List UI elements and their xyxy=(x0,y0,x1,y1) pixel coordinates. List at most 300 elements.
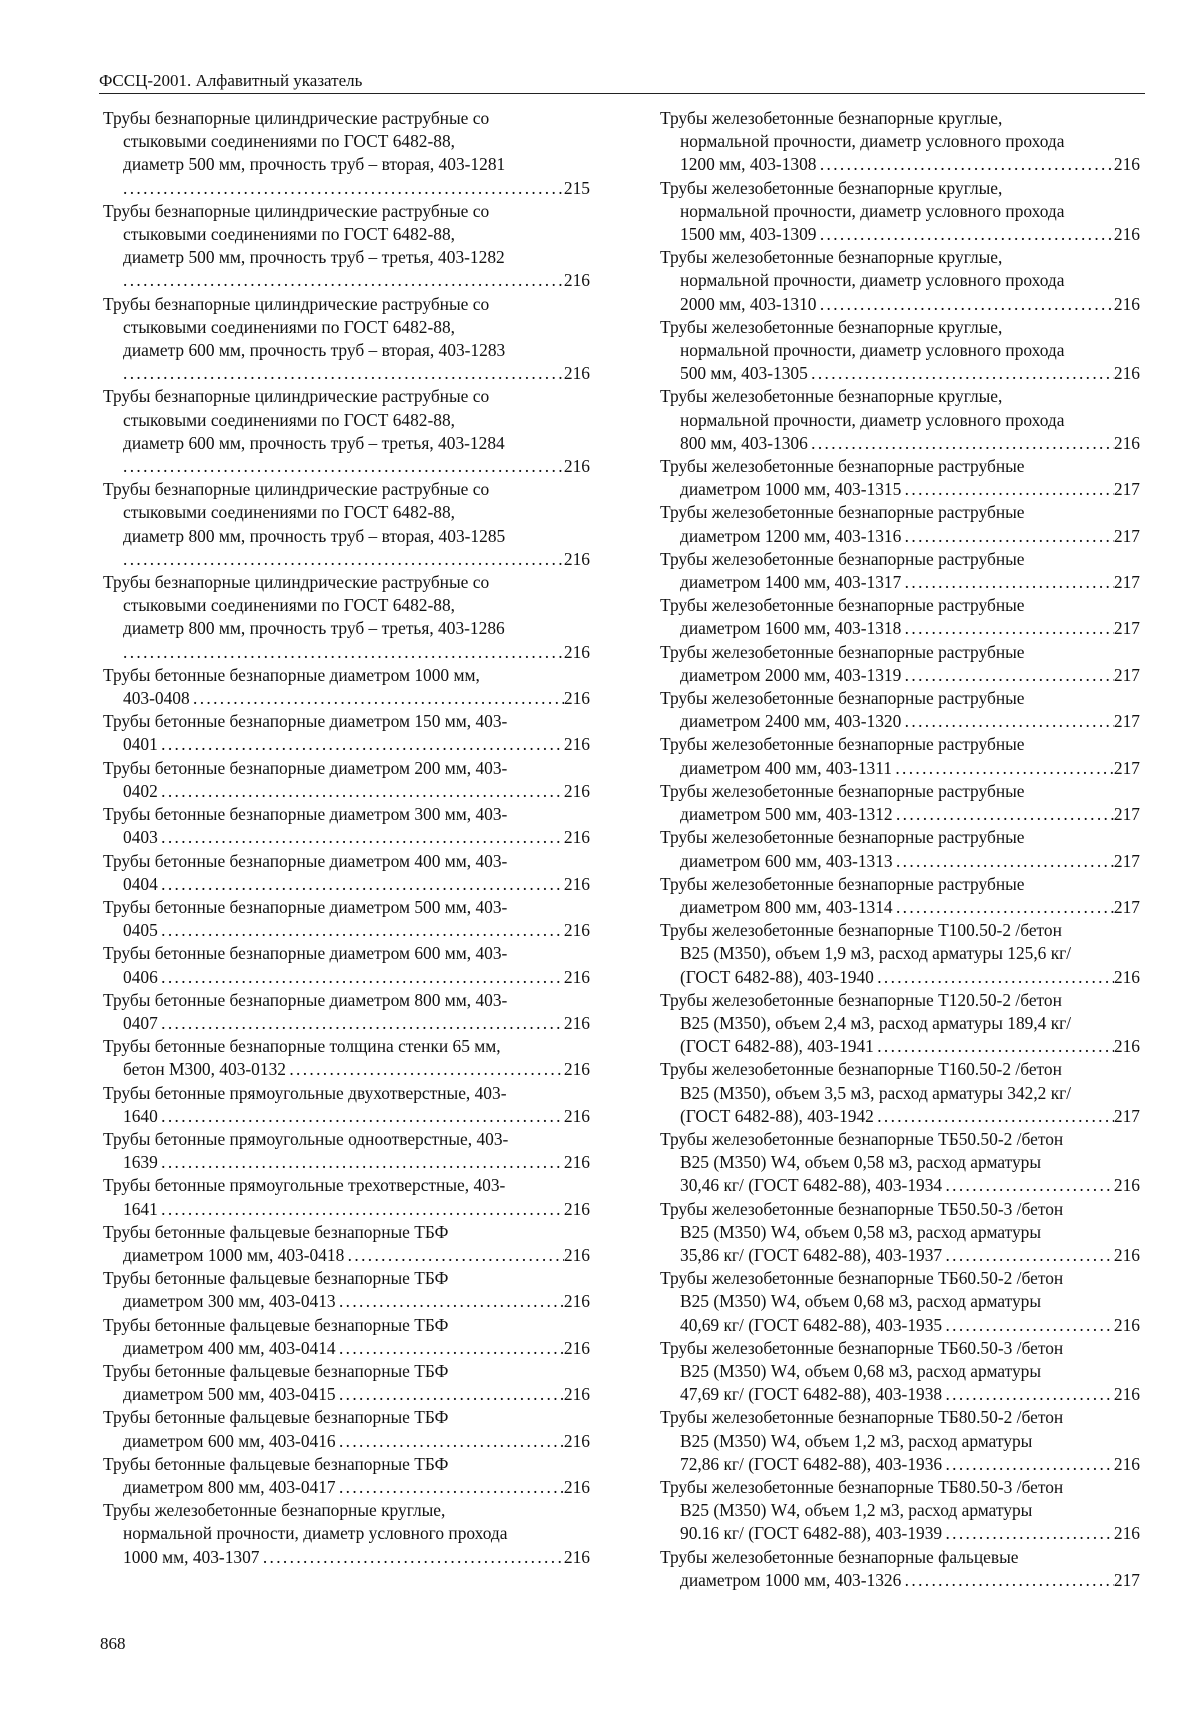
entry-leader-line xyxy=(680,1314,1140,1337)
entry-leader-line xyxy=(680,1383,1140,1406)
entry-tail xyxy=(123,1244,564,1267)
entry-line: Трубы железобетонные безнапорные круглые, xyxy=(660,247,1003,268)
entry-tail xyxy=(680,803,1114,826)
index-entry xyxy=(660,107,1140,177)
entry-page-ref: 216 xyxy=(563,363,590,384)
entry-line: Трубы бетонные безнапорные диаметром 150 мм, 403- xyxy=(103,711,508,732)
entry-leader-line xyxy=(680,153,1140,176)
entry-page-ref: 216 xyxy=(1113,1244,1140,1265)
entry-tail xyxy=(680,153,1114,176)
entry-tail xyxy=(680,478,1114,501)
entry-line: Трубы бетонные безнапорные диаметром 500 мм, 403- xyxy=(103,896,508,917)
entry-tail xyxy=(123,641,564,664)
entry-leader-line xyxy=(123,1012,590,1035)
entry-leader-line xyxy=(123,733,590,756)
entry-page-ref: 216 xyxy=(563,1430,590,1451)
index-entry xyxy=(660,501,1140,547)
index-entry xyxy=(103,200,590,293)
entry-leader-line xyxy=(123,1058,590,1081)
entry-tail-text: 0401 xyxy=(123,734,158,755)
entry-leader-line xyxy=(680,966,1140,989)
entry-line: стыковыми соединениями по ГОСТ 6482-88, xyxy=(123,595,456,616)
entry-page-ref: 216 xyxy=(1113,1036,1140,1057)
entry-page-ref: 216 xyxy=(563,641,590,662)
entry-tail-text: 1639 xyxy=(123,1152,158,1173)
entry-line: диаметр 600 мм, прочность труб – вторая, 403-1283 xyxy=(123,340,506,361)
index-entry xyxy=(660,548,1140,594)
entry-page-ref: 216 xyxy=(1113,1314,1140,1335)
entry-tail-text: 90.16 кг/ (ГОСТ 6482-88), 403-1939 xyxy=(680,1523,943,1544)
entry-line: В25 (М350) W4, объем 0,58 м3, расход арматуры xyxy=(680,1152,1042,1173)
entry-leader-line xyxy=(680,1522,1140,1545)
index-entry xyxy=(103,757,590,803)
entry-tail-text: 40,69 кг/ (ГОСТ 6482-88), 403-1935 xyxy=(680,1314,943,1335)
entry-line: Трубы железобетонные безнапорные ТБ50.50-3 /бетон xyxy=(660,1198,1064,1219)
entry-tail-text: 1200 мм, 403-1308 xyxy=(680,154,817,175)
entry-tail xyxy=(680,1314,1114,1337)
entry-page-ref: 216 xyxy=(1113,1453,1140,1474)
entry-line: Трубы железобетонные безнапорные раструбные xyxy=(660,641,1025,662)
entry-tail xyxy=(123,687,564,710)
entry-line: В25 (М350) W4, объем 0,58 м3, расход арматуры xyxy=(680,1221,1042,1242)
entry-tail-text: 0406 xyxy=(123,966,158,987)
entry-page-ref: 217 xyxy=(1113,1569,1140,1590)
entry-tail-text: 0403 xyxy=(123,827,158,848)
entry-page-ref: 216 xyxy=(563,1244,590,1265)
index-entry xyxy=(103,1406,590,1452)
entry-leader-line xyxy=(123,1105,590,1128)
index-entry xyxy=(660,316,1140,386)
entry-leader-line xyxy=(123,1546,590,1569)
entry-line: стыковыми соединениями по ГОСТ 6482-88, xyxy=(123,316,456,337)
entry-leader-line xyxy=(123,1151,590,1174)
entry-page-ref: 216 xyxy=(563,270,590,291)
entry-tail-text: диаметром 1200 мм, 403-1316 xyxy=(680,525,902,546)
entry-page-ref: 216 xyxy=(563,1337,590,1358)
entry-line: диаметр 800 мм, прочность труб – третья, 403-1286 xyxy=(123,618,505,639)
entry-tail xyxy=(680,1035,1114,1058)
entry-leader-line xyxy=(680,757,1140,780)
entry-leader-line xyxy=(123,1244,590,1267)
entry-page-ref: 217 xyxy=(1113,572,1140,593)
entry-page-ref: 217 xyxy=(1113,479,1140,500)
entry-tail xyxy=(680,1174,1114,1197)
entry-leader-line xyxy=(123,177,590,200)
index-entry xyxy=(660,989,1140,1059)
entry-tail xyxy=(680,850,1114,873)
entry-leader-line xyxy=(680,525,1140,548)
entry-tail xyxy=(680,293,1114,316)
entry-leader-line xyxy=(680,664,1140,687)
index-entry xyxy=(660,1546,1140,1592)
entry-page-ref: 216 xyxy=(563,1152,590,1173)
index-entry xyxy=(103,1174,590,1220)
entry-tail-text: 35,86 кг/ (ГОСТ 6482-88), 403-1937 xyxy=(680,1244,943,1265)
entry-tail-text: диаметром 2000 мм, 403-1319 xyxy=(680,664,902,685)
entry-leader-line xyxy=(123,1337,590,1360)
entry-line: Трубы бетонные безнапорные толщина стенки 65 мм, xyxy=(103,1036,501,1057)
entry-tail xyxy=(680,1383,1114,1406)
entry-line: Трубы безнапорные цилиндрические раструбные со xyxy=(103,386,490,407)
entry-tail-text: диаметром 800 мм, 403-0417 xyxy=(123,1476,336,1497)
entry-line: Трубы безнапорные цилиндрические раструбные со xyxy=(103,293,490,314)
entry-line: Трубы бетонные прямоугольные двухотверстные, 403- xyxy=(103,1082,507,1103)
entry-line: нормальной прочности, диаметр условного прохода xyxy=(680,200,1065,221)
entry-tail-text: диаметром 300 мм, 403-0413 xyxy=(123,1291,336,1312)
entry-line: Трубы железобетонные безнапорные раструбные xyxy=(660,734,1025,755)
entry-line: Трубы железобетонные безнапорные раструбные xyxy=(660,688,1025,709)
entry-tail xyxy=(123,1383,564,1406)
entry-tail-text: 30,46 кг/ (ГОСТ 6482-88), 403-1934 xyxy=(680,1175,943,1196)
entry-leader-line xyxy=(680,362,1140,385)
index-entry xyxy=(103,803,590,849)
entry-tail xyxy=(680,432,1114,455)
entry-line: Трубы бетонные фальцевые безнапорные ТБФ xyxy=(103,1268,449,1289)
entry-tail xyxy=(680,1569,1114,1592)
entry-line: Трубы железобетонные безнапорные раструбные xyxy=(660,873,1025,894)
index-entry xyxy=(103,1035,590,1081)
index-entry xyxy=(103,989,590,1035)
entry-line: стыковыми соединениями по ГОСТ 6482-88, xyxy=(123,502,456,523)
entry-line: нормальной прочности, диаметр условного прохода xyxy=(680,409,1065,430)
entry-leader-line xyxy=(680,1105,1140,1128)
entry-page-ref: 217 xyxy=(1113,850,1140,871)
entry-line: Трубы бетонные безнапорные диаметром 1000 мм, xyxy=(103,664,480,685)
index-entry xyxy=(660,246,1140,316)
entry-line: диаметр 500 мм, прочность труб – вторая, 403-1281 xyxy=(123,154,506,175)
entry-page-ref: 216 xyxy=(1113,363,1140,384)
entry-tail-text: диаметром 400 мм, 403-0414 xyxy=(123,1337,336,1358)
entry-line: Трубы бетонные безнапорные диаметром 300 мм, 403- xyxy=(103,804,508,825)
entry-tail xyxy=(123,177,564,200)
entry-leader-line xyxy=(680,293,1140,316)
entry-line: Трубы железобетонные безнапорные раструбные xyxy=(660,827,1025,848)
entry-page-ref: 216 xyxy=(1113,1523,1140,1544)
entry-tail xyxy=(123,919,564,942)
entry-page-ref: 216 xyxy=(1113,224,1140,245)
entry-line: Трубы железобетонные безнапорные раструбные xyxy=(660,502,1025,523)
entry-tail xyxy=(123,1430,564,1453)
entry-tail xyxy=(123,966,564,989)
index-entry xyxy=(103,1128,590,1174)
index-entry xyxy=(103,1267,590,1313)
entry-tail-text: 0402 xyxy=(123,780,158,801)
entry-line: нормальной прочности, диаметр условного прохода xyxy=(680,270,1065,291)
entry-tail xyxy=(123,1151,564,1174)
entry-page-ref: 216 xyxy=(563,873,590,894)
entry-line: Трубы железобетонные безнапорные ТБ60.50-2 /бетон xyxy=(660,1268,1064,1289)
entry-line: В25 (М350), объем 3,5 м3, расход арматуры 342,2 кг/ xyxy=(680,1082,1072,1103)
entry-leader-line xyxy=(123,548,590,571)
entry-page-ref: 217 xyxy=(1113,804,1140,825)
entry-page-ref: 216 xyxy=(563,1476,590,1497)
entry-tail xyxy=(680,757,1114,780)
entry-page-ref: 216 xyxy=(563,1291,590,1312)
entry-line: Трубы безнапорные цилиндрические раструбные со xyxy=(103,479,490,500)
entry-page-ref: 216 xyxy=(1113,1384,1140,1405)
entry-tail-text: 2000 мм, 403-1310 xyxy=(680,293,817,314)
index-entry xyxy=(103,107,590,200)
entry-line: Трубы бетонные безнапорные диаметром 600 мм, 403- xyxy=(103,943,508,964)
entry-leader-line xyxy=(123,780,590,803)
index-entry xyxy=(660,919,1140,989)
entry-line: стыковыми соединениями по ГОСТ 6482-88, xyxy=(123,224,456,245)
entry-leader-line xyxy=(123,919,590,942)
entry-page-ref: 216 xyxy=(1113,1175,1140,1196)
entry-page-ref: 216 xyxy=(563,1384,590,1405)
entry-page-ref: 217 xyxy=(1113,711,1140,732)
entry-tail xyxy=(680,1105,1114,1128)
entry-tail xyxy=(680,664,1114,687)
entry-leader-line xyxy=(123,966,590,989)
running-header: ФССЦ-2001. Алфавитный указатель xyxy=(99,70,1145,94)
entry-line: Трубы безнапорные цилиндрические раструбные со xyxy=(103,200,490,221)
entry-tail xyxy=(123,1198,564,1221)
entry-line: Трубы бетонные безнапорные диаметром 800 мм, 403- xyxy=(103,989,508,1010)
entry-page-ref: 217 xyxy=(1113,1105,1140,1126)
entry-tail-text: 0407 xyxy=(123,1012,158,1033)
entry-leader-line xyxy=(680,1244,1140,1267)
entry-leader-line xyxy=(123,687,590,710)
entry-leader-line xyxy=(123,362,590,385)
entry-line: Трубы железобетонные безнапорные круглые, xyxy=(103,1500,446,1521)
index-entry xyxy=(103,896,590,942)
entry-leader-line xyxy=(123,1383,590,1406)
entry-tail-text: диаметром 1400 мм, 403-1317 xyxy=(680,572,902,593)
index-entry xyxy=(103,385,590,478)
entry-page-ref: 216 xyxy=(563,734,590,755)
index-entry xyxy=(660,1198,1140,1268)
entry-page-ref: 216 xyxy=(563,688,590,709)
entry-line: Трубы железобетонные безнапорные ТБ50.50-2 /бетон xyxy=(660,1128,1064,1149)
index-entry xyxy=(660,1476,1140,1546)
entry-tail-text: диаметром 500 мм, 403-0415 xyxy=(123,1384,336,1405)
entry-line: Трубы железобетонные безнапорные Т160.50-2 /бетон xyxy=(660,1059,1062,1080)
entry-page-ref: 216 xyxy=(563,1012,590,1033)
entry-tail-text: 72,86 кг/ (ГОСТ 6482-88), 403-1936 xyxy=(680,1453,943,1474)
entry-leader-line xyxy=(123,269,590,292)
entry-tail xyxy=(123,362,564,385)
entry-tail xyxy=(680,1522,1114,1545)
entry-tail-text: 1641 xyxy=(123,1198,158,1219)
entry-tail-text: 800 мм, 403-1306 xyxy=(680,432,808,453)
entry-page-ref: 216 xyxy=(563,827,590,848)
index-entry xyxy=(103,710,590,756)
entry-page-ref: 216 xyxy=(563,1059,590,1080)
entry-line: В25 (М350) W4, объем 1,2 м3, расход арматуры xyxy=(680,1500,1033,1521)
entry-line: В25 (М350) W4, объем 1,2 м3, расход арматуры xyxy=(680,1430,1033,1451)
entry-line: Трубы безнапорные цилиндрические раструбные со xyxy=(103,572,490,593)
entry-line: Трубы бетонные фальцевые безнапорные ТБФ xyxy=(103,1360,449,1381)
entry-page-ref: 216 xyxy=(563,1198,590,1219)
entry-line: В25 (М350) W4, объем 0,68 м3, расход арматуры xyxy=(680,1360,1042,1381)
entry-page-ref: 216 xyxy=(563,548,590,569)
index-column-right xyxy=(660,107,1140,1592)
entry-line: нормальной прочности, диаметр условного прохода xyxy=(123,1523,508,1544)
index-entry xyxy=(103,478,590,571)
entry-line: Трубы железобетонные безнапорные Т120.50-2 /бетон xyxy=(660,989,1062,1010)
index-entry xyxy=(660,826,1140,872)
entry-leader-line xyxy=(680,896,1140,919)
entry-tail-text: диаметром 2400 мм, 403-1320 xyxy=(680,711,902,732)
index-entry xyxy=(660,594,1140,640)
entry-line: Трубы железобетонные безнапорные раструбные xyxy=(660,456,1025,477)
entry-page-ref: 216 xyxy=(563,456,590,477)
entry-page-ref: 215 xyxy=(563,177,590,198)
entry-line: диаметр 800 мм, прочность труб – вторая, 403-1285 xyxy=(123,525,506,546)
entry-tail-text: (ГОСТ 6482-88), 403-1942 xyxy=(680,1105,874,1126)
entry-tail xyxy=(680,896,1114,919)
entry-tail xyxy=(123,1290,564,1313)
entry-tail xyxy=(680,362,1114,385)
index-entry xyxy=(103,1082,590,1128)
entry-leader-line xyxy=(680,710,1140,733)
entry-page-ref: 217 xyxy=(1113,757,1140,778)
index-entry xyxy=(103,1314,590,1360)
entry-line: Трубы бетонные безнапорные диаметром 400 мм, 403- xyxy=(103,850,508,871)
entry-tail xyxy=(680,617,1114,640)
entry-leader-line xyxy=(680,571,1140,594)
entry-tail-text: диаметром 1600 мм, 403-1318 xyxy=(680,618,902,639)
index-entry xyxy=(660,1128,1140,1198)
entry-page-ref: 216 xyxy=(563,920,590,941)
entry-line: Трубы железобетонные безнапорные раструбные xyxy=(660,595,1025,616)
index-entry xyxy=(103,571,590,664)
entry-page-ref: 216 xyxy=(1113,966,1140,987)
entry-line: Трубы безнапорные цилиндрические раструбные со xyxy=(103,108,490,128)
entry-leader-line xyxy=(680,617,1140,640)
entry-tail xyxy=(123,1012,564,1035)
entry-leader-line xyxy=(680,803,1140,826)
entry-leader-line xyxy=(680,223,1140,246)
entry-tail xyxy=(680,710,1114,733)
entry-tail xyxy=(680,525,1114,548)
entry-tail xyxy=(680,223,1114,246)
entry-line: Трубы железобетонные безнапорные круглые, xyxy=(660,177,1003,198)
entry-tail-text: диаметром 800 мм, 403-1314 xyxy=(680,896,893,917)
entry-tail-text: 0404 xyxy=(123,873,158,894)
entry-page-ref: 216 xyxy=(563,1105,590,1126)
entry-tail xyxy=(123,733,564,756)
entry-line: Трубы бетонные фальцевые безнапорные ТБФ xyxy=(103,1407,449,1428)
index-entry xyxy=(660,733,1140,779)
entry-tail xyxy=(123,1476,564,1499)
entry-page-ref: 217 xyxy=(1113,618,1140,639)
entry-tail xyxy=(123,269,564,292)
index-entry xyxy=(660,1406,1140,1476)
entry-line: Трубы железобетонные безнапорные Т100.50-2 /бетон xyxy=(660,920,1062,941)
index-entry xyxy=(660,1267,1140,1337)
entry-leader-line xyxy=(123,641,590,664)
index-entry xyxy=(660,641,1140,687)
entry-line: Трубы бетонные фальцевые безнапорные ТБФ xyxy=(103,1453,449,1474)
entry-page-ref: 216 xyxy=(1113,154,1140,175)
entry-tail xyxy=(680,1453,1114,1476)
index-entry xyxy=(103,850,590,896)
page-number: 868 xyxy=(100,1634,126,1653)
entry-page-ref: 216 xyxy=(563,966,590,987)
index-entry xyxy=(660,780,1140,826)
entry-line: Трубы железобетонные безнапорные раструбные xyxy=(660,548,1025,569)
entry-tail-text: бетон М300, 403-0132 xyxy=(123,1059,286,1080)
index-entry xyxy=(103,1221,590,1267)
entry-leader-line xyxy=(680,432,1140,455)
entry-tail xyxy=(123,1546,564,1569)
entry-tail xyxy=(680,1244,1114,1267)
entry-tail-text: 1500 мм, 403-1309 xyxy=(680,224,817,245)
index-entry xyxy=(660,687,1140,733)
entry-leader-line xyxy=(680,1174,1140,1197)
index-entry xyxy=(660,1337,1140,1407)
index-entry xyxy=(103,1499,590,1569)
entry-page-ref: 217 xyxy=(1113,896,1140,917)
entry-tail-text: диаметром 600 мм, 403-0416 xyxy=(123,1430,336,1451)
index-entry xyxy=(103,942,590,988)
entry-tail-text: 500 мм, 403-1305 xyxy=(680,363,808,384)
entry-line: Трубы бетонные фальцевые безнапорные ТБФ xyxy=(103,1221,449,1242)
entry-tail-text: 403-0408 xyxy=(123,688,190,709)
index-entry xyxy=(103,293,590,386)
entry-page-ref: 217 xyxy=(1113,664,1140,685)
entry-leader-line xyxy=(123,873,590,896)
entry-line: нормальной прочности, диаметр условного прохода xyxy=(680,131,1065,152)
entry-tail-text: диаметром 400 мм, 403-1311 xyxy=(680,757,892,778)
entry-line: Трубы железобетонные безнапорные ТБ80.50-3 /бетон xyxy=(660,1476,1064,1497)
entry-line: Трубы железобетонные безнапорные круглые, xyxy=(660,108,1003,128)
entry-leader-line xyxy=(680,1035,1140,1058)
entry-line: В25 (М350), объем 1,9 м3, расход арматуры 125,6 кг/ xyxy=(680,943,1072,964)
index-entry xyxy=(103,1360,590,1406)
entry-line: В25 (М350) W4, объем 0,68 м3, расход арматуры xyxy=(680,1291,1042,1312)
entry-leader-line xyxy=(680,478,1140,501)
entry-tail-text: диаметром 500 мм, 403-1312 xyxy=(680,804,893,825)
entry-tail-text: 47,69 кг/ (ГОСТ 6482-88), 403-1938 xyxy=(680,1384,943,1405)
entry-leader-line xyxy=(123,1430,590,1453)
entry-leader-line xyxy=(680,850,1140,873)
entry-line: Трубы железобетонные безнапорные ТБ80.50-2 /бетон xyxy=(660,1407,1064,1428)
entry-tail-text: 1000 мм, 403-1307 xyxy=(123,1546,260,1567)
entry-tail xyxy=(123,1058,564,1081)
entry-tail-text: диаметром 600 мм, 403-1313 xyxy=(680,850,893,871)
entry-tail-text: (ГОСТ 6482-88), 403-1940 xyxy=(680,966,874,987)
entry-leader-line xyxy=(123,455,590,478)
entry-line: Трубы бетонные прямоугольные одноотверстные, 403- xyxy=(103,1128,509,1149)
entry-line: нормальной прочности, диаметр условного прохода xyxy=(680,340,1065,361)
entry-tail xyxy=(680,571,1114,594)
index-entry xyxy=(660,455,1140,501)
entry-line: Трубы бетонные безнапорные диаметром 200 мм, 403- xyxy=(103,757,508,778)
entry-tail xyxy=(123,826,564,849)
entry-tail-text: диаметром 1000 мм, 403-1326 xyxy=(680,1569,902,1590)
index-entry xyxy=(660,1058,1140,1128)
entry-tail xyxy=(123,455,564,478)
entry-tail-text: диаметром 1000 мм, 403-1315 xyxy=(680,479,902,500)
index-column-left xyxy=(103,107,590,1569)
entry-page-ref: 217 xyxy=(1113,525,1140,546)
entry-line: Трубы бетонные фальцевые безнапорные ТБФ xyxy=(103,1314,449,1335)
entry-line: диаметр 600 мм, прочность труб – третья, 403-1284 xyxy=(123,432,505,453)
entry-tail xyxy=(123,1105,564,1128)
entry-tail xyxy=(123,548,564,571)
entry-line: В25 (М350), объем 2,4 м3, расход арматуры 189,4 кг/ xyxy=(680,1012,1072,1033)
index-entry xyxy=(660,385,1140,455)
entry-leader-line xyxy=(123,826,590,849)
entry-leader-line xyxy=(680,1453,1140,1476)
entry-line: Трубы железобетонные безнапорные ТБ60.50-3 /бетон xyxy=(660,1337,1064,1358)
entry-page-ref: 216 xyxy=(1113,293,1140,314)
entry-tail-text: диаметром 1000 мм, 403-0418 xyxy=(123,1244,345,1265)
entry-leader-line xyxy=(680,1569,1140,1592)
